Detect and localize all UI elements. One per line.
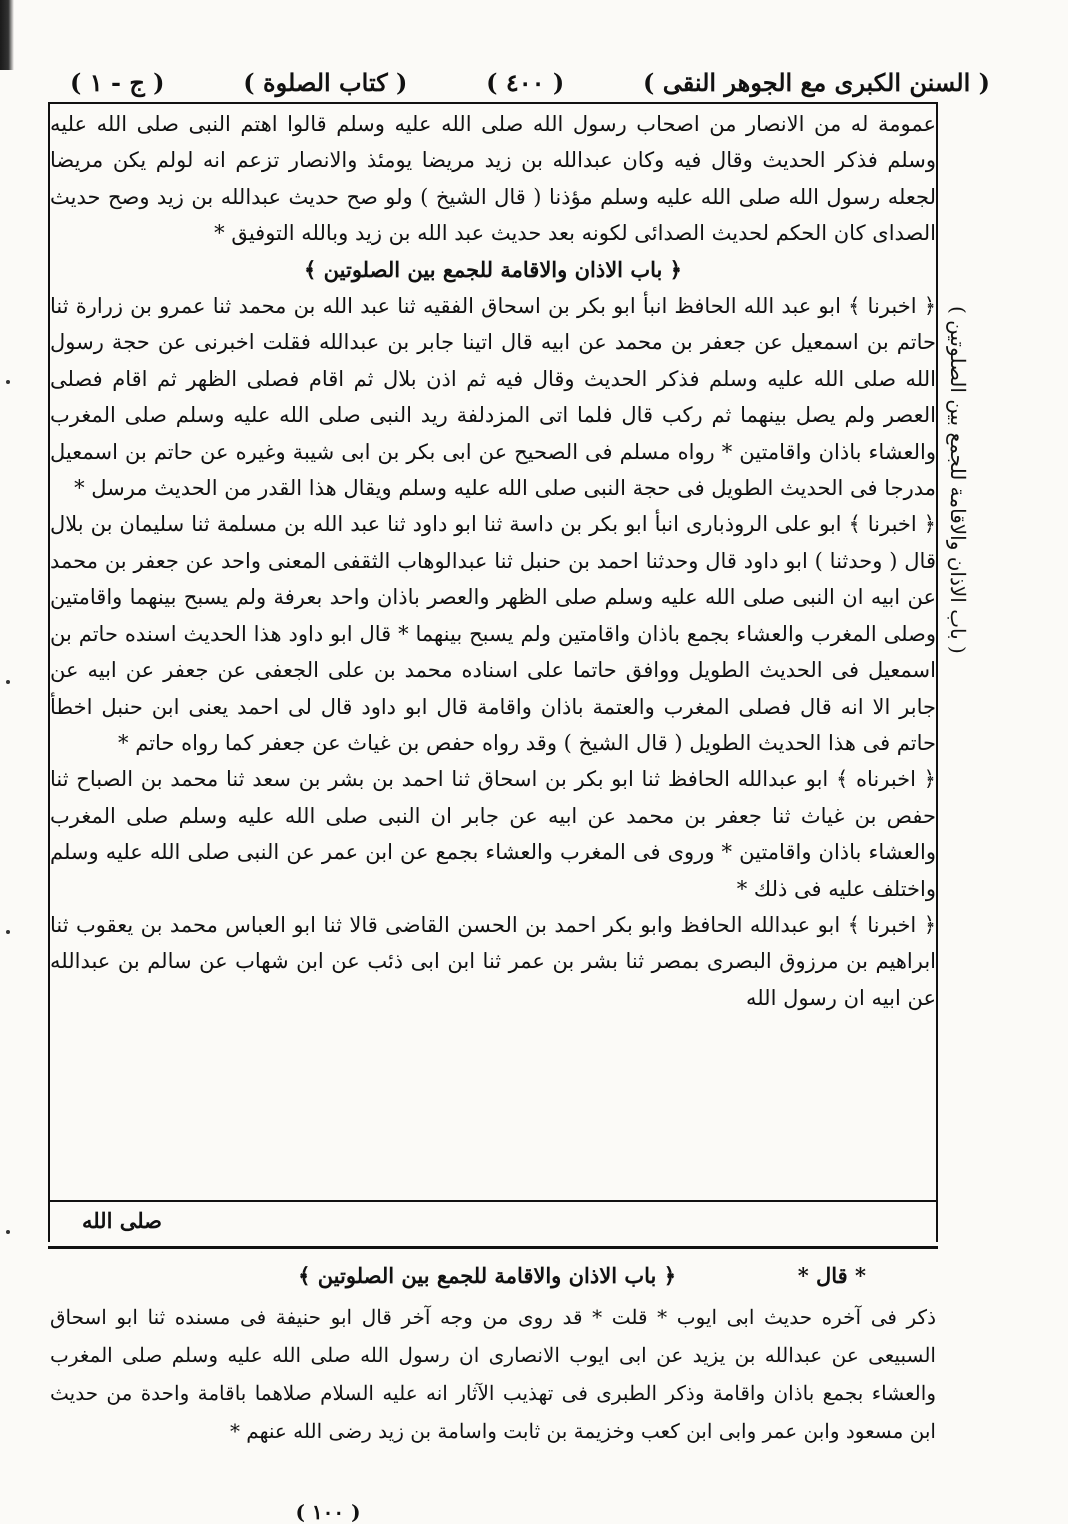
- footnote-heading: ﴿ باب الاذان والاقامة للجمع بين الصلوتين ﴾: [298, 1263, 676, 1288]
- section-title: ( كتاب الصلوة ): [243, 67, 408, 97]
- speck: [6, 380, 10, 384]
- catchword-rule: [48, 1200, 938, 1202]
- page-number: ( ٤٠٠ ): [486, 67, 565, 97]
- margin-title: ( باب الاذان والاقامة للجمع بين الصلوتين ): [946, 306, 970, 654]
- footnote-header: [50, 1255, 936, 1295]
- paragraph-1: عمومة له من الانصار من اصحاب رسول الله صلى الله عليه وسلم قالوا اهتم النبى صلى الله عليه وسلم فذكر الحديث وقال فيه وكان عبدالله بن زيد مريضا يومئذ والانصار تزعم انه لولم يكن مريضا لجعله رسول الله صلى الله عليه وسلم مؤذنا ( قال الشيخ ) ولو صح حديث عبدالله بن زيد وصح حديث الصداى كان الحكم لحديث الصدائى لكونه بعد حديث عبد الله بن زيد وبالله التوفيق *: [50, 112, 936, 246]
- catchword: صلى الله: [81, 1208, 162, 1233]
- speck: [6, 930, 10, 934]
- bottom-page-number: ( ١٠٠ ): [295, 1500, 361, 1524]
- paragraph-4: ﴿ اخبرناه ﴾ ابو عبدالله الحافظ ثنا ابو بكر بن اسحاق ثنا احمد بن بشر بن سعد ثنا محمد بن الصباح ثنا حفص بن غياث ثنا جعفر بن محمد عن ابيه عن جابر ان النبى صلى الله عليه وسلم صلى المغرب والعشاء باذان واقامتين * وروى فى المغرب والعشاء بجمع عن ابن عمر عن النبى صلى الله عليه وسلم واختلف عليه فى ذلك *: [50, 767, 936, 901]
- footnote-qala: * قال *: [797, 1263, 866, 1288]
- footnote-rule: [48, 1246, 938, 1249]
- footnote-text: [50, 1298, 936, 1450]
- volume-number: ( ج - ١ ): [70, 67, 165, 97]
- page-edge-shadow: [0, 0, 14, 70]
- paragraph-3: ﴿ اخبرنا ﴾ ابو على الروذبارى انبأ ابو بكر بن داسة ثنا ابو داود ثنا عبد الله بن مسلمة ثنا سليمان بن بلال قال ( وحدثنا ) ابو داود قال وحدثنا احمد بن حنبل ثنا عبدالوهاب الثقفى المعنى واحد عن جعفر بن محمد عن ابيه ان النبى صلى الله عليه وسلم صلى الظهر والعصر باذان واحد بعرفة ولم يسبح بينهما واقامتين وصلى المغرب والعشاء بجمع باذان واقامتين ولم يسبح بينهما * قال ابو داود هذا الحديث اسنده حاتم بن اسمعيل فى الحديث الطويل ووافق حاتما على اسناده محمد بن على الجعفى عن جعفر عن ابيه عن جابر الا انه قال فصلى المغرب والعتمة باذان واقامة قال ابو داود قال لى احمد يعنى ابن حنبل اخطأ حاتم فى هذا الحديث الطويل ( قال الشيخ ) وقد رواه حفص بن غياث عن جعفر كما رواه حاتم *: [50, 512, 937, 755]
- speck: [6, 1230, 10, 1234]
- chapter-heading: ﴿ باب الاذان والاقامة للجمع بين الصلوتين ﴾: [304, 256, 682, 282]
- speck: [6, 680, 10, 684]
- paragraph-2: ﴿ اخبرنا ﴾ ابو عبد الله الحافظ انبأ ابو بكر بن اسحاق الفقيه ثنا عبد الله بن محمد ثنا عمرو بن زرارة ثنا حاتم بن اسمعيل عن جعفر بن محمد عن ابيه قال اتينا جابر بن عبدالله فقلت اخبرنى عن حجة رسول الله صلى الله عليه وسلم فذكر الحديث وقال فيه ثم اذن بلال ثم اقام فصلى الظهر ثم اقام فصلى العصر ولم يصل بينهما ثم ركب قال فلما اتى المزدلفة ريد النبى صلى الله عليه وسلم صلى المغرب والعشاء باذان واقامتين * رواه مسلم فى الصحيح عن ابى بكر بن ابى شيبة وغيره عن حاتم بن اسمعيل مدرجا فى الحديث الطويل فى حجة النبى صلى الله عليه وسلم ويقال هذا القدر من الحديث مرسل *: [50, 294, 936, 501]
- footnote-paragraph: ذكر فى آخره حديث ابى ايوب * قلت * قد روى من وجه آخر قال ابو حنيفة فى مسنده ثنا ابو اسحاق السبيعى عن عبدالله بن يزيد عن ابى ايوب الانصارى ان رسول الله صلى الله عليه وسلم صلى المغرب والعشاء بجمع باذان واقامة وذكر الطبرى فى تهذيب الآثار انه عليه السلام صلاهما باقامة واحدة من حديث ابن مسعود وابن عمر وابى ابن كعب وخزيمة بن ثابت واسامة بن زيد رضى الله عنهم *: [50, 1305, 936, 1443]
- right-border: [936, 102, 938, 1242]
- book-title: ( السنن الكبرى مع الجوهر النقى ): [642, 67, 990, 97]
- paragraph-5: ﴿ اخبرنا ﴾ ابو عبدالله الحافظ وابو بكر احمد بن الحسن القاضى قالا ثنا ابو العباس محمد بن يعقوب ثنا ابراهيم بن مرزوق البصرى بمصر ثنا بشر بن عمر ثنا ابن ابى ذئب عن ابن شهاب عن سالم بن عبدالله عن ابيه ان رسول الله: [50, 912, 936, 1010]
- main-text: [50, 106, 936, 1016]
- running-header: [70, 62, 990, 102]
- header-rule: [48, 102, 938, 104]
